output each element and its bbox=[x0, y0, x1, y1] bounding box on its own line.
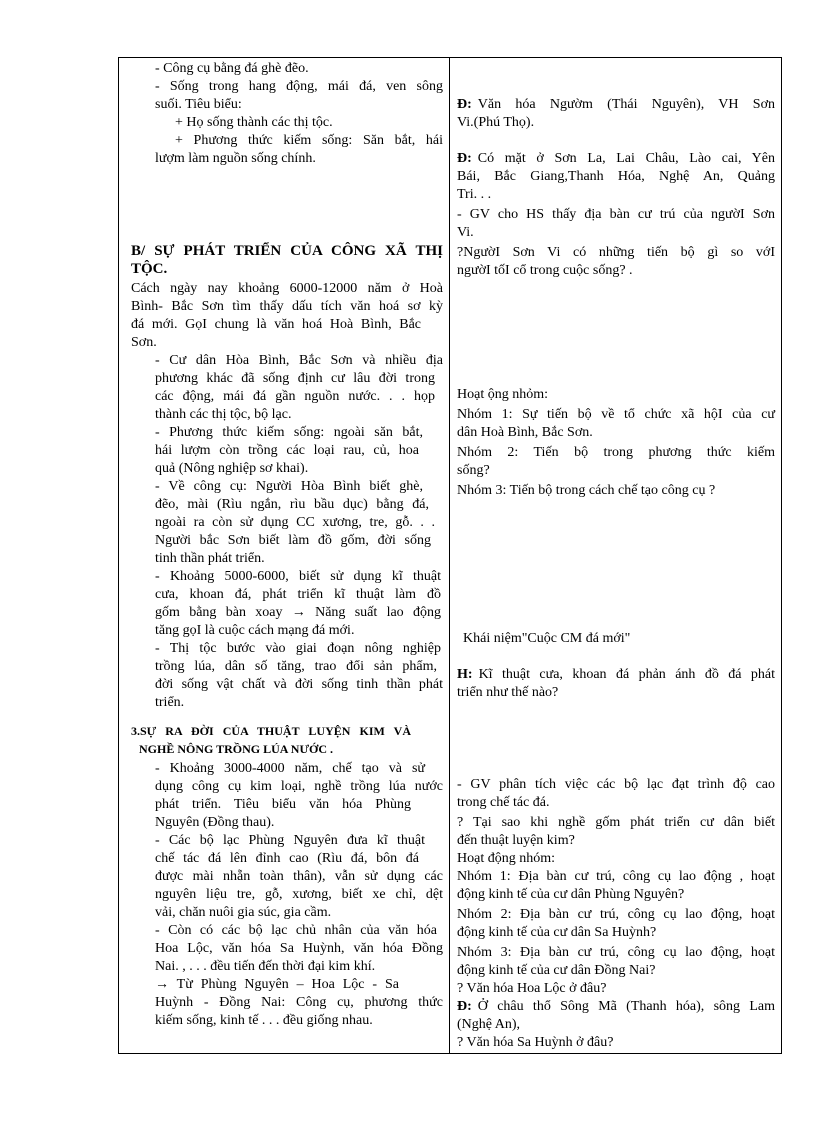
left-line: Sơn. bbox=[131, 335, 157, 350]
answer-line: Vi.(Phú Thọ). bbox=[457, 115, 535, 130]
question-line: ?NgườI Sơn Vi có những tiến bộ gì so vớI bbox=[457, 245, 775, 260]
left-line: - Các bộ lạc Phùng Nguyên đưa kĩ thuật bbox=[155, 833, 425, 848]
question-label: H: bbox=[457, 667, 473, 682]
section-heading-b: B/ SỰ PHÁT TRIỂN CỦA CÔNG XÃ THỊ bbox=[131, 243, 443, 259]
left-line: các động, mái đá gần nguồn nước. . . họp bbox=[155, 389, 435, 404]
answer-line bbox=[457, 150, 775, 168]
question-line: ? Văn hóa Sa Huỳnh ở đâu? bbox=[457, 1035, 614, 1050]
left-line: phát triển. Tiêu biểu văn hóa Phùng bbox=[155, 797, 411, 812]
answer-text: Ở châu thổ Sông Mã (Thanh hóa), sông Lam bbox=[477, 999, 775, 1014]
answer-line: (Nghệ An), bbox=[457, 1017, 520, 1032]
left-line: thành các thị tộc, bộ lạc. bbox=[155, 407, 292, 422]
group-activity-line: Nhóm 2: Tiến bộ trong phương thức kiếm bbox=[457, 445, 775, 460]
group-activity-line: động kinh tế của cư dân Phùng Nguyên? bbox=[457, 887, 685, 902]
left-line: được mài nhẵn toàn thân), vẫn sử dụng các bbox=[155, 869, 443, 884]
left-line: - Thị tộc bước vào giai đoạn nông nghiệp bbox=[155, 641, 441, 656]
left-line: - Còn có các bộ lạc chủ nhân của văn hóa bbox=[155, 923, 437, 938]
answer-label: Đ: bbox=[457, 151, 472, 166]
answer-text: Văn hóa Ngườm (Thái Nguyên), VH Sơn bbox=[477, 97, 775, 112]
left-line: - Cư dân Hòa Bình, Bắc Sơn và nhiều địa bbox=[155, 353, 443, 368]
left-line: Hoa Lộc, văn hóa Sa Huỳnh, văn hóa Đồng bbox=[155, 941, 443, 956]
left-line: vải, chăn nuôi gia súc, gia cầm. bbox=[155, 905, 332, 920]
question-line: triển như thế nào? bbox=[457, 685, 559, 700]
group-activity-line: sống? bbox=[457, 463, 490, 478]
left-line: trồng lúa, dân số tăng, trao đổi sản phẩm, bbox=[155, 659, 437, 674]
left-line: hái lượm còn trồng các loại rau, củ, hoa bbox=[155, 443, 419, 458]
left-line: tăng gọI là cuộc cách mạng đá mới. bbox=[155, 623, 355, 638]
left-line: dụng công cụ kim loại, nghề trồng lúa nước bbox=[155, 779, 443, 794]
answer-line bbox=[457, 96, 775, 114]
left-line: - Khoảng 5000-6000, biết sử dụng kĩ thuật bbox=[155, 569, 441, 584]
answer-line: Bái, Bắc Giang,Thanh Hóa, Nghệ An, Quảng bbox=[457, 169, 775, 184]
question-line: ? Văn hóa Hoa Lộc ở đâu? bbox=[457, 981, 607, 996]
teacher-line: Vi. bbox=[457, 225, 474, 240]
left-line: Huỳnh - Đồng Nai: Công cụ, phương thức bbox=[155, 995, 443, 1010]
left-line: lượm làm nguồn sống chính. bbox=[155, 151, 316, 166]
group-activity-line: Hoạt động nhóm: bbox=[457, 851, 555, 866]
concept-line: Khái niệm"Cuộc CM đá mới" bbox=[463, 631, 631, 646]
left-line: - Khoảng 3000-4000 năm, chế tạo và sử bbox=[155, 761, 425, 776]
left-line: nguyên liệu tre, gỗ, xương, biết xe chỉ, dệt bbox=[155, 887, 443, 902]
question-line: ? Tại sao khi nghề gốm phát triển cư dân biết bbox=[457, 815, 775, 830]
answer-label: Đ: bbox=[457, 999, 472, 1014]
left-line: gốm bằng bàn xoay → Năng suất lao động bbox=[155, 605, 441, 620]
left-line: cưa, khoan đá, phát triển kĩ thuật làm đồ bbox=[155, 587, 441, 602]
group-activity-line: dân Hoà Bình, Bắc Sơn. bbox=[457, 425, 593, 440]
left-line: Bình- Bắc Sơn tìm thấy dấu tích văn hoá sơ kỳ bbox=[131, 299, 443, 314]
group-activity-line: Hoạt ộng nhỏm: bbox=[457, 387, 548, 402]
answer-label: Đ: bbox=[457, 97, 472, 112]
left-line: - Phương thức kiếm sống: ngoài săn bắt, bbox=[155, 425, 423, 440]
left-line: triển. bbox=[155, 695, 185, 710]
left-line: đời sống vật chất và đời sống tinh thần phát bbox=[155, 677, 443, 692]
left-line: + Phương thức kiếm sống: Săn bắt, hái bbox=[175, 133, 443, 148]
group-activity-line: Nhóm 1: Sự tiến bộ về tổ chức xã hộI của cư bbox=[457, 407, 775, 422]
section-heading-3: 3.SỰ RA ĐỜI CỦA THUẬT LUYỆN KIM VÀ bbox=[131, 724, 411, 738]
group-activity-line: động kinh tế của cư dân Đồng Nai? bbox=[457, 963, 656, 978]
left-line: kiếm sống, kinh tế . . . đều giống nhau. bbox=[155, 1013, 373, 1028]
group-activity-line: Nhóm 3: Tiến bộ trong cách chế tạo công cụ ? bbox=[457, 483, 716, 498]
left-line: chế tác đá lên đỉnh cao (Rìu đá, bôn đá bbox=[155, 851, 419, 866]
left-line: Nai. , . . . đều tiến đến thời đại kim khí. bbox=[155, 959, 376, 974]
left-line: đá mới. GọI chung là văn hoá Hoà Bình, Bắc bbox=[131, 317, 421, 332]
left-line: ngoài ra còn sử dụng CC xương, tre, gỗ. . . bbox=[155, 515, 435, 530]
left-line: suối. Tiêu biểu: bbox=[155, 97, 242, 112]
question-text: Kĩ thuật cưa, khoan đá phản ánh đồ đá phát bbox=[478, 667, 775, 682]
answer-text: Có mặt ở Sơn La, Lai Châu, Lào cai, Yên bbox=[477, 151, 775, 166]
left-line: Cách ngày nay khoảng 6000-12000 năm ở Hoà bbox=[131, 281, 443, 296]
teacher-line: - GV cho HS thấy địa bàn cư trú của ngườI Sơn bbox=[457, 207, 775, 222]
section-heading-b: TỘC. bbox=[131, 261, 168, 277]
left-line: - Sống trong hang động, mái đá, ven sông bbox=[155, 79, 443, 94]
question-line: đến thuật luyện kim? bbox=[457, 833, 575, 848]
left-line: đẽo, mài (Rìu ngắn, rìu bầu dục) bằng đá, bbox=[155, 497, 429, 512]
left-line: + Họ sống thành các thị tộc. bbox=[175, 115, 333, 130]
answer-line: Tri. . . bbox=[457, 187, 492, 202]
teacher-line: trong chế tác đá. bbox=[457, 795, 550, 810]
left-line: quả (Nông nghiệp sơ khai). bbox=[155, 461, 309, 476]
question-line bbox=[457, 666, 775, 684]
group-activity-line: Nhóm 1: Địa bàn cư trú, công cụ lao động , hoạt bbox=[457, 869, 775, 884]
left-line: Nguyên (Đồng thau). bbox=[155, 815, 275, 830]
answer-line bbox=[457, 998, 775, 1016]
teacher-line: - GV phân tích việc các bộ lạc đạt trình độ cao bbox=[457, 777, 775, 792]
left-line: → Từ Phùng Nguyên – Hoa Lộc - Sa bbox=[155, 977, 399, 992]
left-line: Người bắc Sơn biết làm đồ gốm, đời sống bbox=[155, 533, 431, 548]
section-heading-3: NGHỀ NÔNG TRỒNG LÚA NƯỚC . bbox=[139, 742, 334, 756]
left-line: tinh thần phát triển. bbox=[155, 551, 265, 566]
group-activity-line: Nhóm 2: Địa bàn cư trú, công cụ lao động, hoạt bbox=[457, 907, 775, 922]
group-activity-line: Nhóm 3: Địa bàn cư trú, công cụ lao động, hoạt bbox=[457, 945, 775, 960]
question-line: ngườI tốI cổ trong cuộc sống? . bbox=[457, 263, 633, 278]
left-line: phương khác đã sống định cư lâu đời trong bbox=[155, 371, 435, 386]
left-line: - Công cụ bằng đá ghè đẽo. bbox=[155, 61, 309, 76]
group-activity-line: động kinh tế của cư dân Sa Huỳnh? bbox=[457, 925, 657, 940]
left-line: - Về công cụ: Người Hòa Bình biết ghè, bbox=[155, 479, 423, 494]
